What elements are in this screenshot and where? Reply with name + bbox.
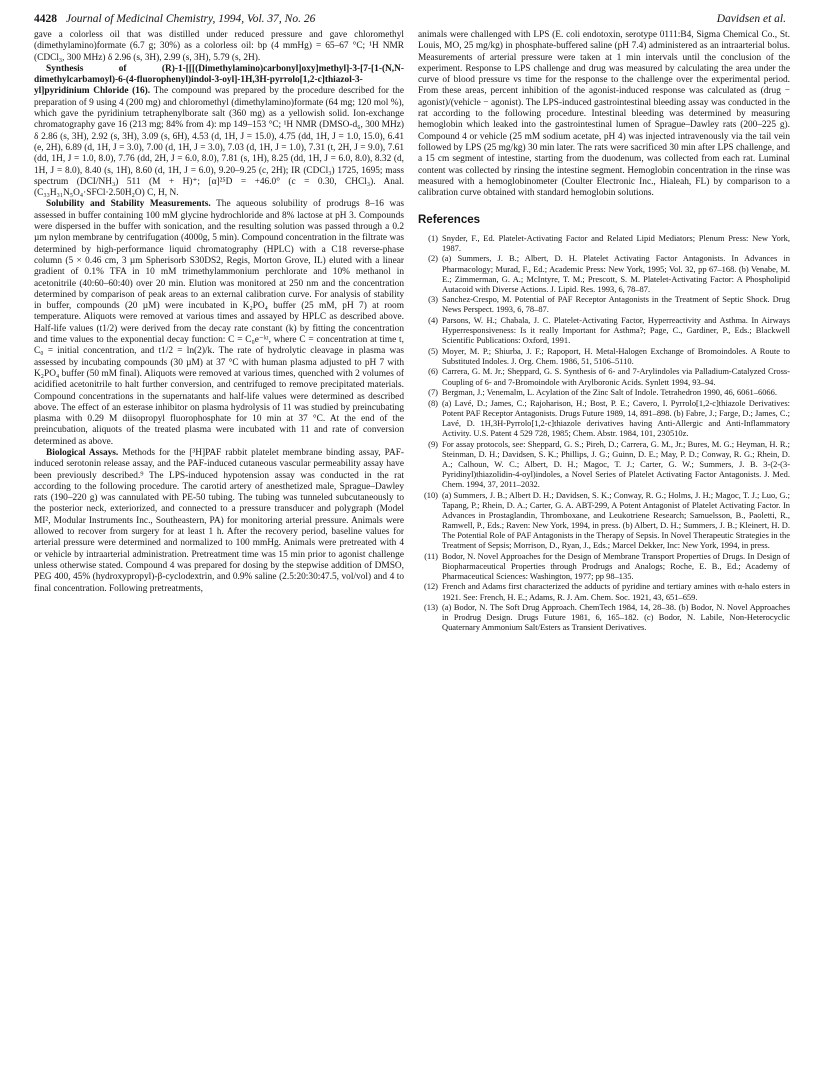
- reference-number: (11): [424, 550, 438, 561]
- reference-item: [418, 551, 790, 581]
- reference-number: (9): [428, 438, 438, 449]
- running-header: [34, 13, 786, 31]
- reference-item: [418, 315, 790, 345]
- reference-number: (12): [423, 581, 438, 592]
- running-authors: Davidsen et al.: [716, 13, 786, 25]
- biological-assays-body: Methods for the [³H]PAF rabbit platelet membrane binding assay, PAF-induced serotonin release assay, and the PAF-induced cutaneous vascular permeability assay have been previously described.⁹ The LPS-induced hypotension assay was conducted in the rat according to the following procedure. The carotid artery of anesthetized male, Sprague–Dawley rats (190–220 g) was cannulated with PE-50 tubing. The tubing was tunneled subcutaneously to the posterior neck, exteriorized, and connected to a pressure transducer and polygraph (Model MI², Modular Instruments Inc., Southeastern, PA) for monitoring arterial pressure. Animals were allowed to recover from surgery for at least 1 h. After the recovery period, baseline values for arterial pressure were determined and normalized to 100 mmHg. Animals were pretreated with 4 or vehicle by intraarterial administration. Pretreatment time was 15 min prior to agonist challenge unless otherwise stated. Compound 4 was prepared for dosing by the stepwise addition of DMSO, PEG 400, 45% (hydroxypropyl)-β-cyclodextrin, and 0.9% saline (2.5:20:30:47.5, vol/vol) and 4 to final concentration. Following pretreatments,: [34, 447, 405, 594]
- reference-item: [418, 366, 790, 386]
- page-number: 4428: [34, 13, 57, 25]
- reference-number: (4): [428, 315, 438, 325]
- reference-item: [418, 233, 790, 253]
- reference-number: (5): [428, 345, 438, 356]
- paragraph-lps-challenge: animals were challenged with LPS (E. coli endotoxin, serotype 0111:B4, Sigma Chemical Co., St. Louis, MO, 25 mg/kg) in phosphate-buffered saline (pH 7.4) administered as an intraarterial bolus. Measurements of arterial pressure were taken at 1 min intervals until the conclusion of the experiment. Response to LPS challenge and drug was measured by calculating the area under the curve of blood pressure vs time for the response to the challenge over the experimental period. From these areas, percent inhibition of the agonist-induced response was calculated as (drug − agonist)/(vehicle − agonist). The LPS-induced gastrointestinal bleeding assay was conducted in the rat according to the following procedure. Intestinal bleeding was determined by measuring hemoglobin which leaked into the gastrointestinal lumen of Sprague–Dawley rats (200–225 g). Compound 4 or vehicle (25 mM sodium acetate, pH 4) was injected intravenously via the tail vein followed by LPS (25 mg/kg) 30 min later. The rats were sacrificed 30 min after LPS challenge, and a 15 cm segment of intestine, starting from the duodenum, was collected from each rat. Luminal content was collected by rinsing the intestine segment. Hemoglobin concentration in the rinse was measured with a hemoglobinometer (Coulter Electronic Inc., Hialeah, FL) by comparison to a calibration curve obtained with standard hemoglobin solutions.: [418, 30, 790, 199]
- reference-item: [418, 253, 790, 293]
- reference-item: [418, 346, 790, 366]
- right-column: [418, 30, 790, 633]
- solubility-heading: Solubility and Stability Measurements.: [46, 199, 211, 210]
- reference-number: (3): [428, 294, 438, 305]
- reference-item: [418, 581, 790, 601]
- reference-item: [418, 490, 790, 551]
- paragraph-distillation: gave a colorless oil that was distilled under reduced pressure and gave chloromethyl (dimethylamino)formate (6.7 g; 30%) as a colorless oil: bp (4 mmHg) = 65–67 °C; ¹H NMR (CDCl₃, 300 MHz) δ 2.96 (s, 3H), 2.99 (s, 3H), 5.79 (s, 2H).: [34, 30, 404, 63]
- reference-text: Snyder, F., Ed. Platelet-Activating Factor and Related Lipid Mediators; Plenum Press: New York, 1987.: [442, 232, 790, 253]
- reference-text: (a) Summers, J. B.; Albert, D. H. Platelet Activating Factor Antagonists. In Advances in Pharmacology; Murad, F., Ed.; Academic Press: New York, 1995; Vol. 32, pp 67–168. (b) Venabe, M. E.; Zimmerman, G. A.; McIntyre, T. M.; Prescott, S. M. Platelet-Activating Factor: A Phospholipid Autacoid with Diverse Actions. J. Lipid. Res. 1993, 6, 78–87.: [442, 253, 790, 294]
- reference-text: (a) Summers, J. B.; Albert D. H.; Davidsen, S. K.; Conway, R. G.; Holms, J. H.; Magoc, T. J.; Luo, G.; Tapang, P.; Rhein, D. A.; Carter, G. A. ABT-299, A Potent Antagonist of Platelet Activating Factor. In Advances in Prostaglandin, Thromboxane, and Leukotriene Research; Samuelsson, B., Paoletti, R., Ramwell, P., Eds.; Raven: New York, 1994, in press. (b) Albert, D. H.; Summers, J. B.; Kleinert, H. D. The Potential Role of PAF Antagonists in the Therapy of Sepsis. In Novel Therapeutic Strategies in the Treatment of Sepsis; Morrison, D., Ryan, J., Eds.; Marcel Dekker, Inc: New York, 1994, in press.: [442, 489, 790, 551]
- reference-number: (2): [428, 253, 438, 264]
- reference-number: (13): [423, 602, 438, 613]
- reference-text: For assay protocols, see: Sheppard, G. S.; Pireh, D.; Carrera, G. M., Jr.; Bures, M. G.; Heyman, H. R.; Steinman, D. H.; Davidsen, S. K.; Phillips, J. G.; Guinn, D. E.; May, P. D.; Conway, R. G.; Rhein, D. A.; Calhoun, W. C.; Albert, D. H.; Magoc, T. J.; Carter, G. W.; Summers, J. B. 3-(2-(3-Pyridinyl)thiazolidin-4-oyl)indoles, a Novel Series of Platelet Activating Factor Antagonists. J. Med. Chem. 1994, 37, 2011–2032.: [442, 438, 790, 489]
- references-list: [418, 233, 790, 633]
- reference-item: [418, 439, 790, 489]
- reference-number: (6): [428, 366, 438, 377]
- reference-text: Bergman, J.; Venemalm, L. Acylation of the Zinc Salt of Indole. Tetrahedron 1990, 46, 6061–6066.: [442, 387, 777, 398]
- reference-text: Sanchez-Crespo, M. Potential of PAF Receptor Antagonists in the Treatment of Septic Shock. Drug News Perspect. 1993, 6, 78–87.: [442, 294, 790, 315]
- reference-item: [418, 294, 790, 314]
- biological-assays-heading: Biological Assays.: [46, 447, 119, 458]
- paragraph-synthesis-16: [34, 64, 404, 200]
- synthesis-16-body: The compound was prepared by the procedure described for the preparation of 9 using 4 (200 mg) and chloromethyl (dimethylamino)formate (64 mg; 120 mol %), which gave the pyridinium tetraphenylborate salt (360 mg) as a yellowish solid. Ion-exchange chromatography gave 16 (213 mg; 84% from 4): mp 149–153 °C; ¹H NMR (DMSO-d₆, 300 MHz) δ 2.86 (s, 3H), 2.92 (s, 3H), 3.09 (s, 6H), 4.53 (d, 1H, J = 15.0), 4.75 (dd, 1H, J = 1.0, 15.0), 6.41 (e, 2H), 6.89 (d, 1H, J = 3.0), 7.00 (d, 1H, J = 3.0), 7.03 (d, 1H, J = 1.0), 7.31 (t, 2H, J = 9.0), 7.61 (dd, 1H, J = 1.0, 8.0), 7.76 (dd, 2H, J = 6.0, 8.0), 7.81 (s, 1H), 8.25 (dd, 1H, J = 6.0, 8.0), 8.32 (d, 1H, J = 8.0), 8.40 (s, 1H), 8.60 (d, 1H, J = 6.0), 9.20–9.25 (c, 2H); IR (CDCl₃) 1725, 1695; mass spectrum (DCI/NH₃) 511 (M + H)⁺; [α]²⁵D = +46.0° (c = 0.30, CHCl₃). Anal. (C₃₃H₃₁N₅O₄·SFCl·2.50H₂O) C, H, N.: [34, 86, 404, 199]
- reference-text: Bodor, N. Novel Approaches for the Design of Membrane Transport Properties of Drugs. In Design of Biopharmaceutical Properties through Prodrugs and Analogs; Roche, E. B., Ed.; Academy of Pharmaceutical Sciences: Washington, 1977; pp 98–135.: [442, 550, 790, 581]
- reference-number: (10): [423, 489, 438, 500]
- references-heading: References: [418, 214, 481, 227]
- journal-citation: Journal of Medicinal Chemistry, 1994, Vol. 37, No. 26: [65, 13, 316, 25]
- reference-number: (7): [428, 387, 438, 398]
- synthesis-16-heading: Synthesis of (R)-1-[[[(Dimethylamino)carbonyl]oxy]methyl]-3-[7-[1-(N,N-dimethylcarbamoyl)-6-(4-fluorophenyl)indol-3-oyl]-1H,3H-pyrrolo[1,2-c]thiazol-3-yl]pyridinium Chloride (16).: [34, 63, 404, 97]
- reference-text: (a) Lavé, D.; James, C.; Rajoharison, H.; Bost, P. E.; Cavero, I. Pyrrolo[1,2-c]thiazole Derivatives: Potent PAF Receptor Antagonists. Drugs Future 1989, 14, 891–898. (b) Fabre, J.; Farge, D.; James, C.; Lavé, D. 1H,3H-Pyrrolo[1,2-c]thiazole derivatives having Anti-Allergic and Anti-Inflammatory Activity. U.S. Patent 4 529 728, 1985; Chem. Abstr. 1984, 101, 230510z.: [442, 397, 790, 439]
- reference-text: Moyer, M. P.; Shiurba, J. F.; Rapoport, H. Metal-Halogen Exchange of Bromoindoles. A Route to Substituted Indoles. J. Org. Chem. 1986, 51, 5106–5110.: [442, 345, 790, 366]
- reference-item: [418, 602, 790, 632]
- reference-number: (8): [428, 397, 438, 408]
- paragraph-biological-assays: [34, 448, 404, 595]
- reference-text: Parsons, W. H.; Chabala, J. C. Platelet-Activating Factor, Hyperreactivity and Asthma. In Airways Hyperresponsiveness: Is it really Important for Asthma?; Page, C., Gardiner, P., Eds.; Blackwell Scientific Publications: Oxford, 1991.: [442, 315, 790, 346]
- solubility-body: The aqueous solubility of prodrugs 8–16 was assessed in buffer containing 100 mM glycine hydrochloride and 8% lactose at pH 3. Compounds were dispersed in the buffer with sonication, and the resulting solution was passed through a 0.2 µm nylon membrane by centrifugation (4000g, 5 min). Compound concentration in the filtrate was determined by high-performance liquid chromatography (HPLC) with a C18 reverse-phase column (5 × 0.46 cm, 3 µm Spherisorb S30DS2, Regis, Morton Grove, IL) eluted with a linear gradient of 0.1% TFA in 10 mM trimethylammonium perchlorate and 10% methanol in acetonitrile (40:60–60:40) over 20 min. Elution was monitored at 250 nm and the concentration determined by comparison of peak areas to an external calibration curve. For analysis of stability in buffer, compounds (20 µM) were incubated in K₂PO₄ buffer (25 mM, pH 7) at room temperature. Aliquots were removed at various times and assayed by HPLC as described above. Half-life values (t1/2) were derived from the decay rate constant (k) by fitting the concentration and time values to the exponential decay function: C = C₀e⁻ᵏᵗ, where C = concentration at time t, C₀ = initial concentration, and t1/2 = ln(2)/k. The rate of hydrolytic cleavage in plasma was assessed by incubating compounds (30 µM) at 37 °C with human plasma adjusted to pH 7 with K₂PO₄ buffer (50 mM final). Aliquots were removed at various times, quenched with 2 volumes of acidified acetonitrile to halt further conversion, and centrifuged to remove precipitated materials. Compound concentrations in the supernatants and half-life values were determined as described above. The effect of an esterase inhibitor on plasma hydrolysis of 11 was studied by preincubating plasma with 0.29 M diisopropyl fluorophosphate for 10 min at 37 °C. At the end of the preincubation, aliquots of the treated plasma were incubated with 11 and rate of conversion determined as above.: [34, 199, 404, 447]
- reference-item: [418, 387, 790, 397]
- reference-text: (a) Bodor, N. The Soft Drug Approach. ChemTech 1984, 14, 28–38. (b) Bodor, N. Novel Approaches in Prodrug Design. Drugs Future 1981, 6, 165–182. (c) Bodor, N. Labile, Non-Heterocyclic Quaternary Ammonium Salt/Esters as Transient Derivatives.: [442, 602, 790, 633]
- paragraph-solubility: [34, 199, 404, 448]
- left-column: [34, 30, 404, 595]
- reference-text: Carrera, G. M. Jr.; Sheppard, G. S. Synthesis of 6- and 7-Arylindoles via Palladium-Catalyzed Cross-Coupling of 6- and 7-Bromoindole with Arylboronic Acids. Synlett 1994, 93–94.: [442, 366, 790, 387]
- reference-item: [418, 398, 790, 438]
- reference-number: (1): [428, 232, 438, 243]
- reference-text: French and Adams first characterized the adducts of pyridine and tertiary amines with α-halo esters in 1921. See: French, H. E.; Adams, R. J. Am. Chem. Soc. 1921, 43, 651–659.: [442, 581, 790, 602]
